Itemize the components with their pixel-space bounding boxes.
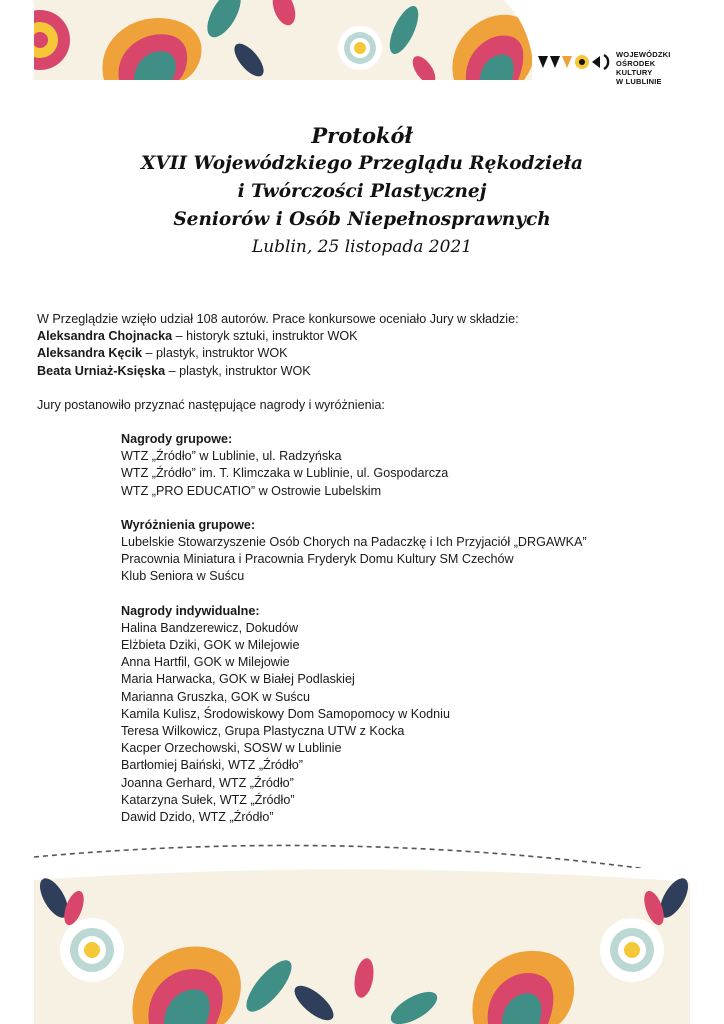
list-item: Dawid Dzido, WTZ „Źródło”: [121, 810, 274, 825]
list-item: Halina Bandzerewicz, Dokudów: [121, 620, 299, 635]
jury-member-role: – plastyk, instruktor WOK: [165, 363, 311, 378]
intro-paragraph: W Przeglądzie wzięło udział 108 autorów. Prace konkursowe oceniało Jury w składzie:: [37, 312, 519, 326]
wok-logo-mark-icon: [536, 52, 612, 74]
list-item: Pracownia Miniatura i Pracownia Fryderyk Domu Kultury SM Czechów: [121, 552, 514, 567]
decision-paragraph: Jury postanowiło przyznać następujące nagrody i wyróżnienia:: [37, 397, 385, 412]
logo-line: WOJEWÓDZKI: [616, 50, 671, 59]
section-heading: Wyróżnienia grupowe:: [121, 517, 256, 532]
jury-member-role: – historyk sztuki, instruktor WOK: [172, 329, 358, 344]
list-item: Elżbieta Dziki, GOK w Milejowie: [121, 638, 300, 653]
section-heading: Nagrody indywidualne:: [121, 603, 260, 618]
awards-section-group: [121, 431, 687, 500]
document-title: Protokół: [311, 123, 413, 148]
list-item: Maria Harwacka, GOK w Białej Podlaskiej: [121, 672, 355, 687]
jury-member-role: – plastyk, instruktor WOK: [142, 346, 288, 361]
protocol-body: [37, 311, 687, 826]
jury-member-name: Beata Urniaż-Księska: [37, 363, 166, 378]
wok-logo: [532, 30, 682, 108]
list-item: WTZ „Źródło” w Lublinie, ul. Radzyńska: [121, 449, 342, 464]
list-item: WTZ „PRO EDUCATIO” w Ostrowie Lubelskim: [121, 483, 382, 498]
jury-member-name: Aleksandra Kęcik: [37, 346, 143, 361]
document-subtitle-line: XVII Wojewódzkiego Przeglądu Rękodzieła: [141, 153, 583, 174]
jury-member: [37, 328, 687, 345]
list-item: Kacper Orzechowski, SOSW w Lublinie: [121, 741, 342, 756]
logo-line: W LUBLINIE: [616, 77, 662, 86]
list-item: Joanna Gerhard, WTZ „Źródło”: [121, 775, 294, 790]
place-date: Lublin, 25 listopada 2021: [251, 237, 473, 257]
list-item: Katarzyna Sułek, WTZ „Źródło”: [121, 792, 295, 807]
list-item: Bartłomiej Baiński, WTZ „Źródło”: [121, 758, 303, 773]
awards-section-individual: [121, 603, 687, 827]
wok-logo-text: [616, 50, 671, 86]
list-item: Kamila Kulisz, Środowiskowy Dom Samopomocy w Kodniu: [121, 706, 450, 721]
logo-line: KULTURY: [616, 68, 653, 77]
section-heading: Nagrody grupowe:: [121, 432, 233, 447]
folk-pattern-bottom-icon: [34, 868, 690, 1024]
jury-member-name: Aleksandra Chojnacka: [37, 329, 173, 344]
list-item: Anna Hartfil, GOK w Milejowie: [121, 655, 290, 670]
document-subtitle-line: i Twórczości Plastycznej: [237, 181, 487, 202]
jury-member: [37, 345, 687, 362]
bottom-folk-ornament: [34, 868, 690, 1024]
document-subtitle-line: Seniorów i Osób Niepełnosprawnych: [173, 209, 551, 230]
list-item: Marianna Gruszka, GOK w Suścu: [121, 689, 310, 704]
list-item: Klub Seniora w Suścu: [121, 569, 245, 584]
list-item: Lubelskie Stowarzyszenie Osób Chorych na Padaczkę i Ich Przyjaciół „DRGAWKA”: [121, 535, 587, 550]
distinctions-section-group: [121, 517, 687, 586]
list-item: Teresa Wilkowicz, Grupa Plastyczna UTW z Kocka: [121, 724, 405, 739]
list-item: WTZ „Źródło” im. T. Klimczaka w Lublinie, ul. Gospodarcza: [121, 466, 449, 481]
jury-member: [37, 363, 687, 380]
document-title-block: [0, 122, 724, 260]
logo-line: OŚRODEK: [616, 59, 656, 68]
